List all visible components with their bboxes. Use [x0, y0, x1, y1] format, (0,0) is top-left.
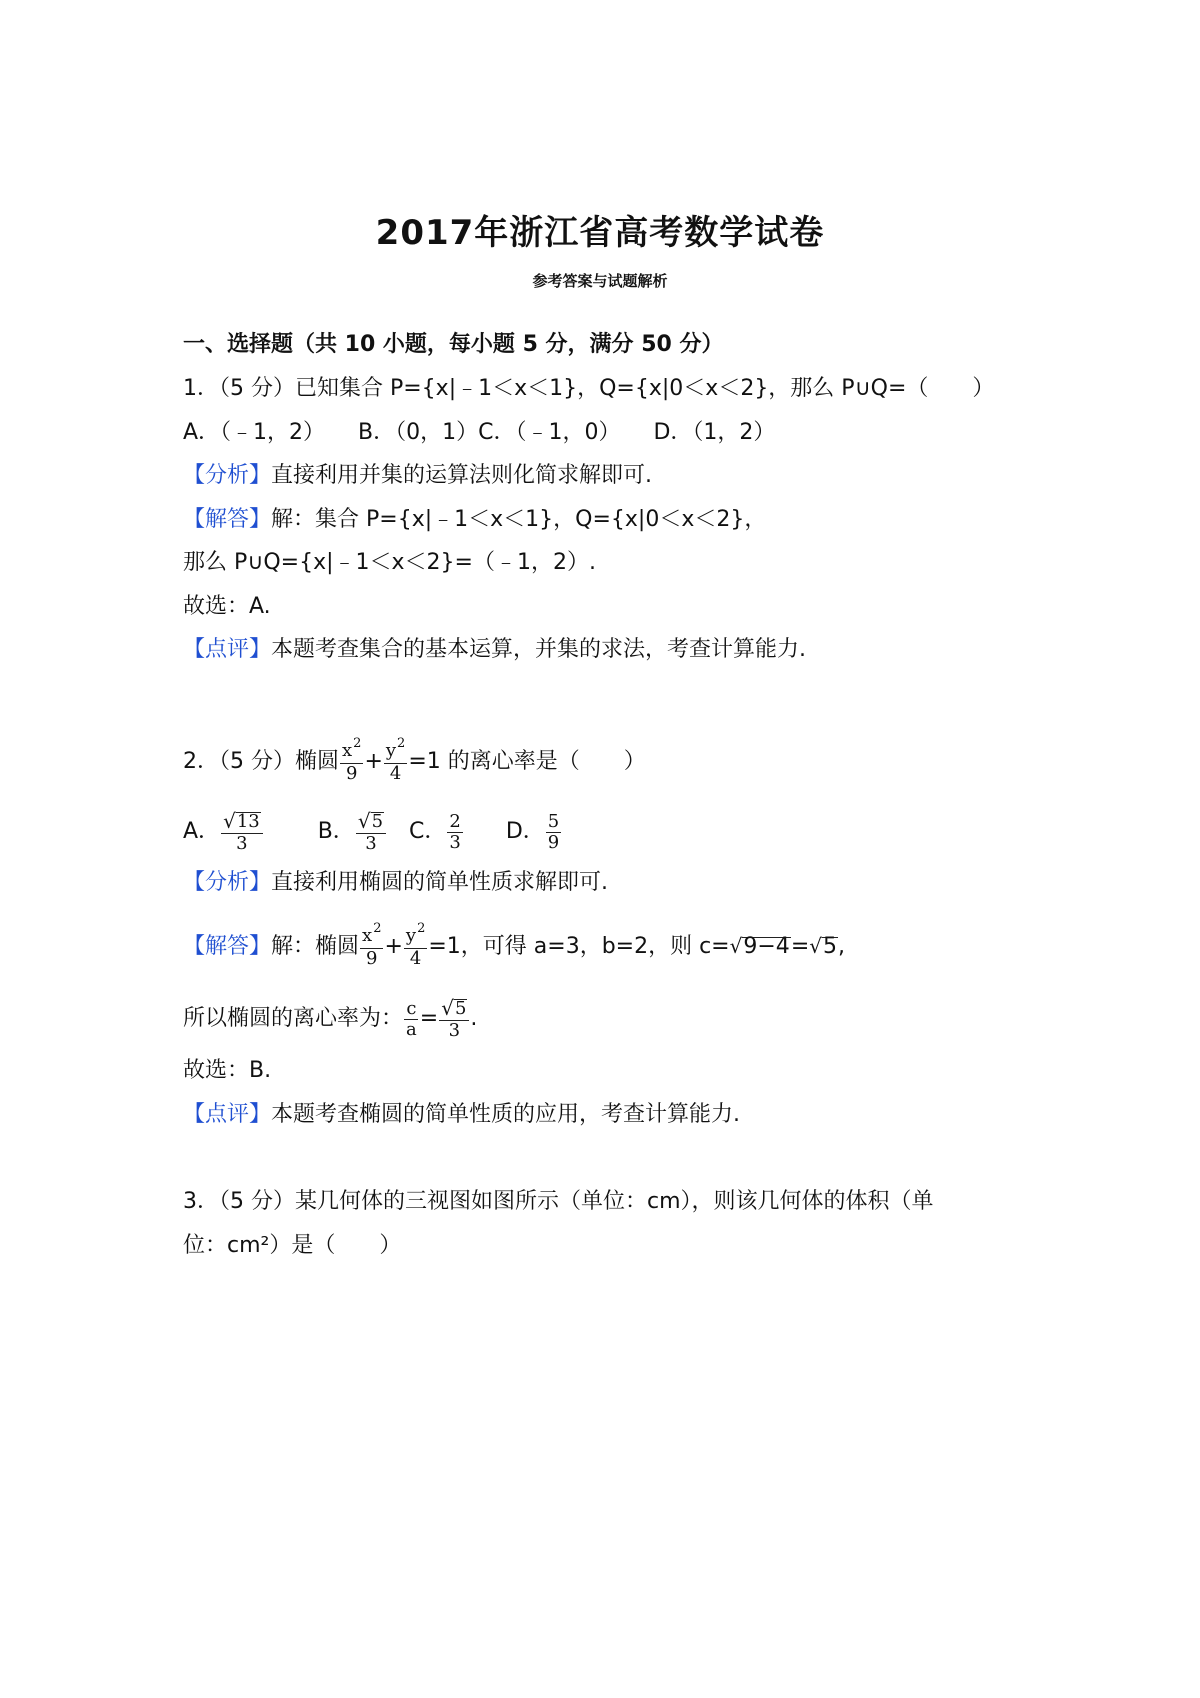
analysis-text: 直接利用椭圆的简单性质求解即可.: [271, 870, 609, 895]
plus-sign: +: [364, 749, 383, 774]
answer-tag: 【解答】: [183, 934, 272, 959]
q2-comment: [183, 1100, 740, 1130]
q1-options: A．（﹣1，2） B．（0，1）C．（﹣1，0） D．（1，2）: [183, 420, 776, 445]
analysis-tag: 【分析】: [183, 463, 272, 488]
sqrt-9-minus-4: √ 9−4: [729, 934, 790, 959]
fraction-sqrt5-over-3: √ 5 3: [439, 998, 469, 1041]
comment-tag: 【点评】: [183, 1102, 272, 1127]
comment-text: 本题考查椭圆的简单性质的应用，考查计算能力.: [271, 1102, 741, 1127]
page-title: 2017年浙江省高考数学试卷: [375, 213, 825, 253]
analysis-tag: 【分析】: [183, 870, 272, 895]
q2-choice: 故选：B.: [183, 1058, 272, 1083]
option-a: A． √ 13 3: [183, 810, 264, 854]
q1-comment: [183, 635, 806, 665]
section-heading: 一、选择题（共 10 小题，每小题 5 分，满分 50 分）: [183, 332, 724, 357]
q2-options: [183, 810, 562, 854]
q1-choice: 故选：A.: [183, 594, 271, 619]
analysis-text: 直接利用并集的运算法则化简求解即可.: [271, 463, 653, 488]
q2-stem-suffix: =1 的离心率是（ ）: [408, 749, 646, 774]
fraction-y2-over-4: $\frac{y^2}{4}$: [385, 735, 406, 784]
q2-eccentricity: 所以椭圆的离心率为： $\frac{c}{a}$ = √ 5 3 .: [183, 995, 478, 1041]
fraction-y2-over-4: $\frac{y^2}{4}$: [405, 920, 426, 969]
q3-stem-line1: 3．（5 分）某几何体的三视图如图所示（单位：cm），则该几何体的体积（单: [183, 1189, 934, 1214]
q1-answer: [183, 505, 766, 535]
q2-stem: [183, 735, 646, 784]
fraction-x2-over-9: $\frac{x^2}{9}$: [362, 920, 382, 969]
q2-analysis: [183, 868, 608, 898]
q1-stem: 1．（5 分）已知集合 P={x|﹣1＜x＜1}，Q={x|0＜x＜2}，那么 P∪Q=（ ）: [183, 376, 995, 401]
answer-text: 解：集合 P={x|﹣1＜x＜1}，Q={x|0＜x＜2}，: [271, 507, 767, 532]
q1-answer-line2: 那么 P∪Q={x|﹣1＜x＜2}=（﹣1，2）.: [183, 550, 596, 575]
fraction-x2-over-9: $\frac{x^2}{9}$: [342, 735, 362, 784]
q2-stem-prefix: 2．（5 分）椭圆: [183, 749, 339, 774]
page-subtitle: 参考答案与试题解析: [532, 272, 668, 290]
option-c: C． $\frac{2}{3}$: [409, 810, 461, 853]
option-d: D． $\frac{5}{9}$: [505, 810, 560, 853]
sqrt-5: √ 5: [809, 934, 837, 959]
q2-answer: 【解答】解：椭圆 $\frac{x^2}{9}$ + $\frac{y^2}{4}$ =1，可得 a=3，b=2，则 c= √ 9−4 = √ 5 ,: [183, 920, 845, 969]
q1-analysis: [183, 461, 652, 491]
answer-tag: 【解答】: [183, 507, 272, 532]
q3-stem-line2: 位：cm²）是（ ）: [183, 1233, 402, 1258]
option-b: B． √ 5 3: [318, 810, 387, 854]
fraction-c-over-a: $\frac{c}{a}$: [406, 997, 417, 1040]
comment-text: 本题考查集合的基本运算，并集的求法，考查计算能力.: [271, 637, 807, 662]
comment-tag: 【点评】: [183, 637, 272, 662]
